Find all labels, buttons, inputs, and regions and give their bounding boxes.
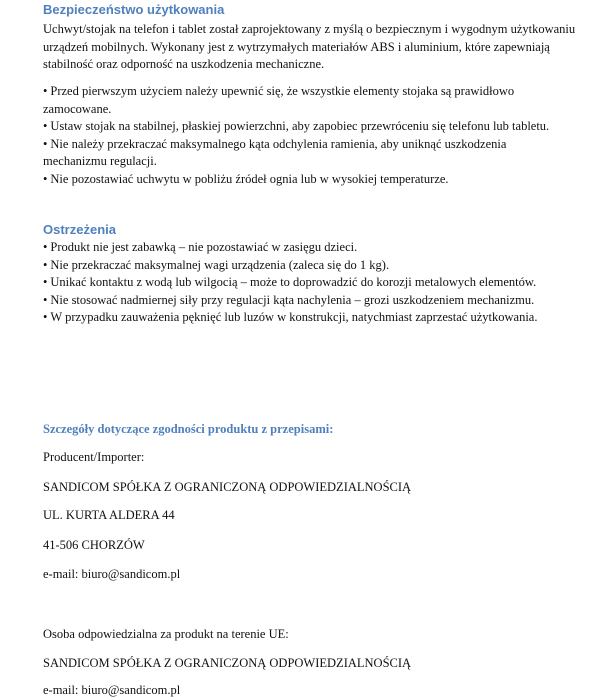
eu-representative-name: SANDICOM SPÓŁKA Z OGRANICZONĄ ODPOWIEDZIALNOŚCIĄ: [43, 656, 412, 670]
safety-item: • Ustaw stojak na stabilnej, płaskiej powierzchni, aby zapobiec przewróceniu się telefonu lub tabletu.: [43, 119, 550, 133]
warning-item: • Unikać kontaktu z wodą lub wilgocią – może to doprowadzić do korozji metalowych elementów.: [43, 275, 537, 289]
safety-list: [43, 83, 573, 188]
safety-item: • Nie pozostawiać uchwytu w pobliżu źródeł ognia lub w wysokiej temperaturze.: [43, 171, 449, 186]
warning-item: • Nie stosować nadmiernej siły przy regulacji kąta nachylenia – grozi uszkodzeniem mechanizmu.: [43, 292, 535, 307]
eu-representative-email[interactable]: e-mail: biuro@sandicom.pl: [43, 683, 181, 697]
bullet-icon: •: [43, 136, 48, 151]
bullet-icon: •: [43, 84, 48, 98]
safety-heading: Bezpieczeństwo użytkowania: [43, 2, 225, 17]
bullet-icon: •: [43, 275, 48, 289]
bullet-icon: •: [43, 171, 48, 186]
producer-label: Producent/Importer:: [43, 450, 145, 464]
producer-email[interactable]: e-mail: biuro@sandicom.pl: [43, 567, 181, 581]
bullet-icon: •: [43, 119, 48, 133]
eu-representative-label: Osoba odpowiedzialna za produkt na terenie UE:: [43, 627, 289, 641]
bullet-icon: •: [43, 292, 48, 307]
compliance-heading: Szczegóły dotyczące zgodności produktu z przepisami:: [43, 422, 334, 436]
bullet-icon: •: [43, 257, 48, 272]
safety-item: • Nie należy przekraczać maksymalnego kąta odchylenia ramienia, aby uniknąć uszkodzenia mechanizmu regulacji.: [43, 136, 507, 168]
warnings-heading: Ostrzeżenia: [43, 222, 116, 237]
bullet-icon: •: [43, 310, 48, 324]
warning-item: • Nie przekraczać maksymalnej wagi urządzenia (zaleca się do 1 kg).: [43, 257, 390, 272]
safety-intro: Uchwyt/stojak na telefon i tablet został zaprojektowany z myślą o bezpiecznym i wygodnym użytkowaniu urządzeń mobilnych. Wykonany jest z wytrzymałych materiałów ABS i aluminium, które zapewniają stabilność oraz odporność na uszkodzenia mechaniczne.: [43, 22, 576, 71]
warning-item: • Produkt nie jest zabawką – nie pozostawiać w zasięgu dzieci.: [43, 240, 358, 254]
bullet-icon: •: [43, 240, 48, 254]
warning-item: • W przypadku zauważenia pęknięć lub luzów w konstrukcji, natychmiast zaprzestać użytkowania.: [43, 310, 538, 324]
producer-street: UL. KURTA ALDERA 44: [43, 508, 175, 522]
warnings-list: [43, 239, 573, 327]
producer-city: 41-506 CHORZÓW: [43, 538, 145, 552]
producer-name: SANDICOM SPÓŁKA Z OGRANICZONĄ ODPOWIEDZIALNOŚCIĄ: [43, 480, 412, 494]
safety-item: • Przed pierwszym użyciem należy upewnić się, że wszystkie elementy stojaka są prawidłowo zamocowane.: [43, 84, 515, 116]
